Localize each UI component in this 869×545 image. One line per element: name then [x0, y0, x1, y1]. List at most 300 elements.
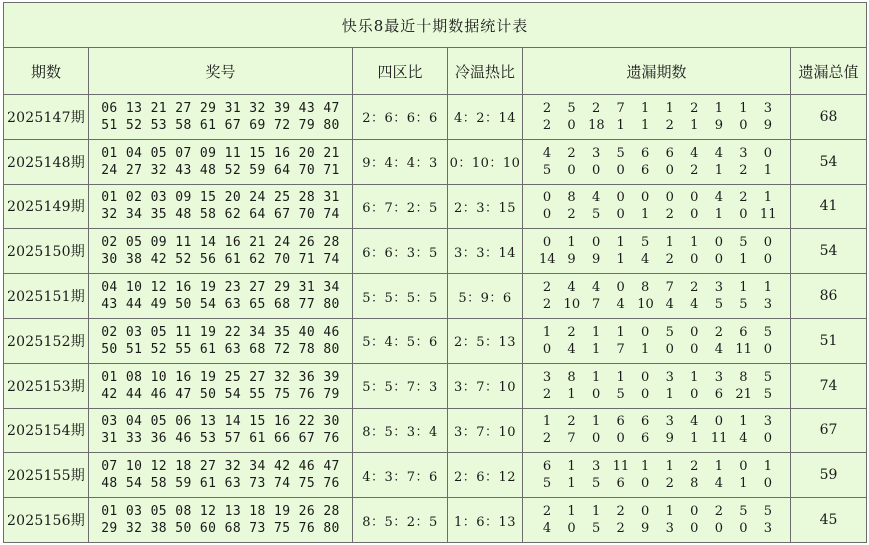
miss-value: 1: [616, 235, 625, 251]
miss-value: 1: [567, 459, 576, 475]
miss-line-2: [523, 341, 790, 358]
miss-value: 1: [665, 459, 674, 475]
temp-ratio-cell: 4：2：14: [448, 95, 523, 140]
miss-value: 2: [714, 324, 723, 340]
miss-value: 6: [641, 145, 650, 161]
temp-ratio-cell: 3：7：10: [448, 408, 523, 453]
zone-ratio-cell: 2：6：6：6: [353, 95, 448, 140]
numbers-cell: [89, 274, 353, 319]
period-cell: 2025153期: [4, 363, 89, 408]
miss-value: 2: [616, 504, 625, 520]
table-title: 快乐8最近十期数据统计表: [4, 3, 867, 48]
miss-value: 5: [739, 504, 748, 520]
miss-value: 0: [567, 162, 576, 178]
header-temp-ratio: 冷温热比: [448, 48, 523, 95]
miss-value: 2: [542, 117, 552, 133]
numbers-cell: [89, 95, 353, 140]
miss-line-1: [523, 413, 790, 430]
miss-value: 1: [641, 100, 650, 116]
miss-value: 6: [641, 162, 650, 178]
numbers-cell: [89, 139, 353, 184]
miss-value: 9: [665, 431, 674, 447]
miss-value: 0: [591, 386, 601, 402]
miss-value: 2: [616, 521, 625, 537]
miss-value: 6: [616, 476, 625, 492]
miss-value: 5: [739, 297, 748, 313]
miss-value: 1: [591, 324, 601, 340]
miss-value: 0: [714, 521, 723, 537]
zone-ratio-cell: 5：4：5：6: [353, 318, 448, 363]
miss-value: 1: [714, 162, 723, 178]
miss-value: 3: [665, 414, 674, 430]
numbers-cell: [89, 453, 353, 498]
miss-total-cell: 68: [791, 95, 867, 140]
miss-value: 3: [542, 369, 552, 385]
miss-periods-cell: [523, 95, 791, 140]
zone-ratio-cell: 8：5：3：4: [353, 408, 448, 453]
miss-value: 0: [641, 190, 650, 206]
header-miss-total: 遗漏总值: [791, 48, 867, 95]
miss-value: 11: [735, 341, 752, 357]
miss-value: 4: [567, 280, 576, 296]
miss-value: 4: [542, 521, 552, 537]
numbers-cell: [89, 363, 353, 408]
miss-value: 5: [591, 207, 601, 223]
miss-value: 0: [567, 521, 576, 537]
zone-ratio-cell: 9：4：4：3: [353, 139, 448, 184]
miss-value: 1: [739, 476, 748, 492]
numbers-cell: [89, 229, 353, 274]
zone-ratio-cell: 6：6：3：5: [353, 229, 448, 274]
miss-value: 11: [612, 459, 630, 475]
miss-line-2: [523, 430, 790, 447]
table-body: [4, 95, 867, 543]
miss-value: 4: [591, 280, 601, 296]
miss-value: 1: [739, 414, 748, 430]
period-cell: 2025155期: [4, 453, 89, 498]
miss-line-2: [523, 386, 790, 403]
period-cell: 2025147期: [4, 95, 89, 140]
miss-line-2: [523, 117, 790, 134]
miss-value: 3: [665, 369, 674, 385]
miss-value: 0: [567, 117, 576, 133]
miss-periods-cell: [523, 363, 791, 408]
miss-value: 6: [739, 324, 748, 340]
miss-value: 9: [763, 117, 773, 133]
numbers-line-2: 24 27 32 43 48 52 59 64 70 71: [101, 162, 340, 178]
miss-value: 5: [739, 235, 748, 251]
miss-value: 7: [665, 280, 674, 296]
miss-value: 0: [616, 190, 625, 206]
miss-value: 2: [665, 476, 674, 492]
miss-value: 7: [616, 341, 625, 357]
miss-value: 1: [641, 341, 650, 357]
zone-ratio-cell: 8：5：2：5: [353, 498, 448, 543]
miss-value: 2: [567, 324, 576, 340]
miss-value: 4: [739, 431, 748, 447]
miss-periods-cell: [523, 498, 791, 543]
miss-line-2: [523, 475, 790, 492]
period-cell: 2025149期: [4, 184, 89, 229]
miss-value: 2: [665, 117, 674, 133]
miss-value: 1: [542, 324, 552, 340]
temp-ratio-cell: 2：3：15: [448, 184, 523, 229]
miss-value: 3: [763, 521, 773, 537]
miss-value: 4: [591, 190, 601, 206]
numbers-line-1: 01 08 10 16 19 25 27 32 36 39: [101, 369, 340, 385]
period-cell: 2025148期: [4, 139, 89, 184]
temp-ratio-cell: 1：6：13: [448, 498, 523, 543]
table-row: [4, 453, 867, 498]
miss-total-cell: 54: [791, 139, 867, 184]
temp-ratio-cell: 0：10：10: [448, 139, 523, 184]
numbers-line-1: 02 05 09 11 14 16 21 24 26 28: [101, 235, 340, 251]
miss-periods-cell: [523, 139, 791, 184]
zone-ratio-cell: 4：3：7：6: [353, 453, 448, 498]
numbers-line-1: 07 10 12 18 27 32 34 42 46 47: [101, 459, 340, 475]
numbers-cell: [89, 408, 353, 453]
miss-value: 0: [714, 414, 723, 430]
miss-value: 0: [641, 324, 650, 340]
miss-line-1: [523, 324, 790, 341]
header-miss-periods: 遗漏期数: [523, 48, 791, 95]
table-row: [4, 318, 867, 363]
miss-value: 0: [641, 504, 650, 520]
miss-value: 10: [563, 297, 581, 313]
period-cell: 2025151期: [4, 274, 89, 319]
miss-value: 2: [690, 280, 699, 296]
miss-value: 0: [739, 117, 748, 133]
miss-value: 0: [714, 235, 723, 251]
numbers-cell: [89, 318, 353, 363]
miss-value: 2: [567, 145, 576, 161]
table-row: [4, 408, 867, 453]
miss-value: 1: [567, 386, 576, 402]
miss-value: 1: [567, 504, 576, 520]
miss-value: 0: [616, 280, 625, 296]
miss-value: 0: [641, 369, 650, 385]
miss-value: 2: [542, 100, 552, 116]
numbers-line-1: 03 04 05 06 13 14 15 16 22 30: [101, 414, 340, 430]
miss-value: 0: [739, 459, 748, 475]
miss-value: 9: [591, 252, 601, 268]
miss-value: 0: [690, 341, 699, 357]
numbers-line-2: 48 54 58 59 61 63 73 74 75 76: [101, 476, 340, 492]
miss-line-2: [523, 251, 790, 268]
miss-line-1: [523, 369, 790, 386]
miss-total-cell: 54: [791, 229, 867, 274]
miss-value: 3: [763, 414, 773, 430]
miss-value: 1: [591, 341, 601, 357]
miss-value: 14: [539, 252, 556, 268]
miss-periods-cell: [523, 184, 791, 229]
numbers-line-2: 31 33 36 46 53 57 61 66 67 76: [101, 431, 340, 447]
miss-value: 5: [665, 324, 674, 340]
miss-value: 2: [665, 207, 674, 223]
miss-value: 1: [665, 100, 674, 116]
miss-value: 0: [542, 235, 552, 251]
miss-periods-cell: [523, 318, 791, 363]
miss-value: 0: [542, 190, 552, 206]
miss-value: 5: [763, 324, 773, 340]
miss-value: 18: [588, 117, 605, 133]
numbers-line-1: 02 03 05 11 19 22 34 35 40 46: [101, 324, 340, 340]
miss-value: 4: [714, 341, 723, 357]
table-row: [4, 274, 867, 319]
miss-value: 3: [714, 280, 723, 296]
miss-value: 8: [567, 190, 576, 206]
table-row: [4, 95, 867, 140]
miss-value: 0: [542, 341, 552, 357]
miss-total-cell: 45: [791, 498, 867, 543]
miss-value: 1: [690, 235, 699, 251]
miss-value: 1: [616, 369, 625, 385]
numbers-cell: [89, 184, 353, 229]
miss-value: 4: [665, 297, 674, 313]
miss-value: 4: [690, 414, 699, 430]
miss-value: 2: [542, 504, 552, 520]
table-row: [4, 363, 867, 408]
zone-ratio-cell: 6：7：2：5: [353, 184, 448, 229]
miss-value: 0: [665, 162, 674, 178]
numbers-line-1: 06 13 21 27 29 31 32 39 43 47: [101, 100, 340, 116]
miss-value: 5: [641, 235, 650, 251]
numbers-line-1: 01 03 05 08 12 13 18 19 26 28: [101, 504, 340, 520]
header-period: 期数: [4, 48, 89, 95]
miss-value: 2: [542, 297, 552, 313]
miss-value: 8: [739, 369, 748, 385]
miss-value: 0: [616, 207, 625, 223]
miss-value: 5: [591, 476, 601, 492]
miss-value: 4: [641, 252, 650, 268]
miss-value: 9: [567, 252, 576, 268]
miss-value: 2: [690, 100, 699, 116]
miss-value: 1: [763, 459, 773, 475]
miss-value: 1: [641, 207, 650, 223]
miss-value: 0: [591, 431, 601, 447]
miss-value: 1: [763, 162, 773, 178]
miss-value: 21: [735, 386, 752, 402]
miss-value: 3: [739, 145, 748, 161]
miss-value: 0: [641, 386, 650, 402]
miss-value: 2: [542, 431, 552, 447]
miss-value: 0: [690, 324, 699, 340]
miss-value: 1: [690, 431, 699, 447]
miss-line-1: [523, 279, 790, 296]
temp-ratio-cell: 3：7：10: [448, 363, 523, 408]
miss-value: 1: [690, 369, 699, 385]
miss-value: 2: [567, 207, 576, 223]
numbers-line-2: 43 44 49 50 54 63 65 68 77 80: [101, 297, 340, 313]
miss-value: 2: [739, 190, 748, 206]
miss-value: 1: [665, 386, 674, 402]
miss-value: 3: [665, 521, 674, 537]
period-cell: 2025156期: [4, 498, 89, 543]
miss-value: 1: [714, 459, 723, 475]
miss-value: 3: [763, 297, 773, 313]
miss-value: 6: [616, 414, 625, 430]
miss-value: 1: [714, 207, 723, 223]
numbers-cell: [89, 498, 353, 543]
miss-line-1: [523, 503, 790, 520]
miss-value: 3: [591, 459, 601, 475]
miss-value: 0: [763, 341, 773, 357]
miss-value: 8: [641, 280, 650, 296]
miss-value: 0: [763, 476, 773, 492]
miss-value: 0: [591, 235, 601, 251]
zone-ratio-cell: 5：5：5：5: [353, 274, 448, 319]
miss-value: 0: [690, 521, 699, 537]
miss-value: 1: [567, 476, 576, 492]
numbers-line-2: 29 32 38 50 60 68 73 75 76 80: [101, 521, 340, 537]
zone-ratio-cell: 5：5：7：3: [353, 363, 448, 408]
miss-value: 1: [641, 459, 650, 475]
miss-value: 1: [616, 252, 625, 268]
miss-value: 1: [739, 100, 748, 116]
numbers-line-1: 01 02 03 09 15 20 24 25 28 31: [101, 190, 340, 206]
numbers-line-2: 50 51 52 55 61 63 68 72 78 80: [101, 341, 340, 357]
temp-ratio-cell: 2：5：13: [448, 318, 523, 363]
miss-value: 4: [542, 145, 552, 161]
period-cell: 2025152期: [4, 318, 89, 363]
period-cell: 2025154期: [4, 408, 89, 453]
miss-value: 1: [739, 280, 748, 296]
miss-line-1: [523, 145, 790, 162]
miss-value: 5: [763, 369, 773, 385]
miss-value: 1: [714, 100, 723, 116]
miss-value: 1: [616, 117, 625, 133]
miss-value: 0: [690, 207, 699, 223]
miss-total-cell: 74: [791, 363, 867, 408]
miss-value: 6: [641, 414, 650, 430]
miss-value: 7: [591, 297, 601, 313]
miss-value: 1: [591, 369, 601, 385]
miss-value: 5: [542, 476, 552, 492]
miss-value: 6: [641, 431, 650, 447]
miss-value: 1: [616, 324, 625, 340]
miss-value: 1: [763, 190, 773, 206]
miss-value: 4: [690, 145, 699, 161]
miss-value: 5: [616, 145, 625, 161]
miss-total-cell: 86: [791, 274, 867, 319]
miss-value: 4: [714, 145, 723, 161]
miss-value: 0: [690, 252, 699, 268]
miss-value: 2: [542, 280, 552, 296]
miss-value: 7: [616, 100, 625, 116]
miss-value: 1: [690, 117, 699, 133]
numbers-line-1: 01 04 05 07 09 11 15 16 20 21: [101, 145, 340, 161]
miss-value: 0: [763, 431, 773, 447]
miss-value: 11: [710, 431, 728, 447]
miss-value: 5: [616, 386, 625, 402]
miss-periods-cell: [523, 274, 791, 319]
miss-total-cell: 41: [791, 184, 867, 229]
table-row: [4, 229, 867, 274]
numbers-line-2: 51 52 53 58 61 67 69 72 79 80: [101, 117, 340, 133]
miss-value: 3: [763, 100, 773, 116]
miss-value: 0: [763, 252, 773, 268]
miss-value: 2: [567, 414, 576, 430]
miss-total-cell: 51: [791, 318, 867, 363]
miss-value: 5: [763, 504, 773, 520]
table-row: [4, 139, 867, 184]
miss-value: 4: [616, 297, 625, 313]
miss-value: 0: [763, 145, 773, 161]
miss-line-1: [523, 100, 790, 117]
miss-value: 2: [591, 100, 601, 116]
miss-value: 3: [591, 145, 601, 161]
miss-line-2: [523, 162, 790, 179]
lottery-stats-table: [3, 2, 867, 543]
miss-value: 2: [690, 459, 699, 475]
miss-periods-cell: [523, 229, 791, 274]
miss-value: 3: [714, 369, 723, 385]
miss-value: 5: [763, 386, 773, 402]
miss-line-2: [523, 520, 790, 537]
miss-value: 0: [665, 190, 674, 206]
miss-periods-cell: [523, 408, 791, 453]
miss-value: 10: [637, 297, 654, 313]
miss-total-cell: 59: [791, 453, 867, 498]
miss-value: 1: [591, 414, 601, 430]
miss-value: 0: [641, 476, 650, 492]
miss-value: 11: [759, 207, 777, 223]
miss-value: 2: [665, 252, 674, 268]
miss-value: 8: [690, 476, 699, 492]
miss-value: 4: [714, 476, 723, 492]
table-row: [4, 184, 867, 229]
miss-value: 0: [739, 207, 748, 223]
numbers-line-2: 30 38 42 52 56 61 62 70 71 74: [101, 252, 340, 268]
table-row: [4, 498, 867, 543]
miss-line-1: [523, 234, 790, 251]
numbers-line-1: 04 10 12 16 19 23 27 29 31 34: [101, 280, 340, 296]
miss-line-1: [523, 458, 790, 475]
temp-ratio-cell: 2：6：12: [448, 453, 523, 498]
miss-value: 1: [763, 280, 773, 296]
miss-value: 4: [714, 190, 723, 206]
miss-value: 4: [567, 341, 576, 357]
miss-value: 1: [641, 117, 650, 133]
miss-value: 1: [591, 504, 601, 520]
miss-value: 0: [542, 207, 552, 223]
miss-value: 6: [665, 145, 674, 161]
miss-value: 0: [714, 252, 723, 268]
miss-periods-cell: [523, 453, 791, 498]
miss-value: 5: [714, 297, 723, 313]
numbers-line-2: 42 44 46 47 50 54 55 75 76 79: [101, 386, 340, 402]
miss-value: 2: [714, 504, 723, 520]
miss-value: 5: [542, 162, 552, 178]
miss-value: 1: [665, 504, 674, 520]
miss-value: 7: [567, 431, 576, 447]
header-zone-ratio: 四区比: [353, 48, 448, 95]
miss-value: 2: [739, 162, 748, 178]
miss-line-1: [523, 189, 790, 206]
header-numbers: 奖号: [89, 48, 353, 95]
miss-value: 0: [665, 341, 674, 357]
miss-value: 0: [591, 162, 601, 178]
miss-value: 0: [690, 190, 699, 206]
miss-value: 0: [763, 235, 773, 251]
miss-line-2: [523, 296, 790, 313]
temp-ratio-cell: 3：3：14: [448, 229, 523, 274]
temp-ratio-cell: 5：9：6: [448, 274, 523, 319]
miss-value: 1: [542, 414, 552, 430]
miss-value: 8: [567, 369, 576, 385]
miss-value: 9: [641, 521, 650, 537]
miss-value: 2: [542, 386, 552, 402]
